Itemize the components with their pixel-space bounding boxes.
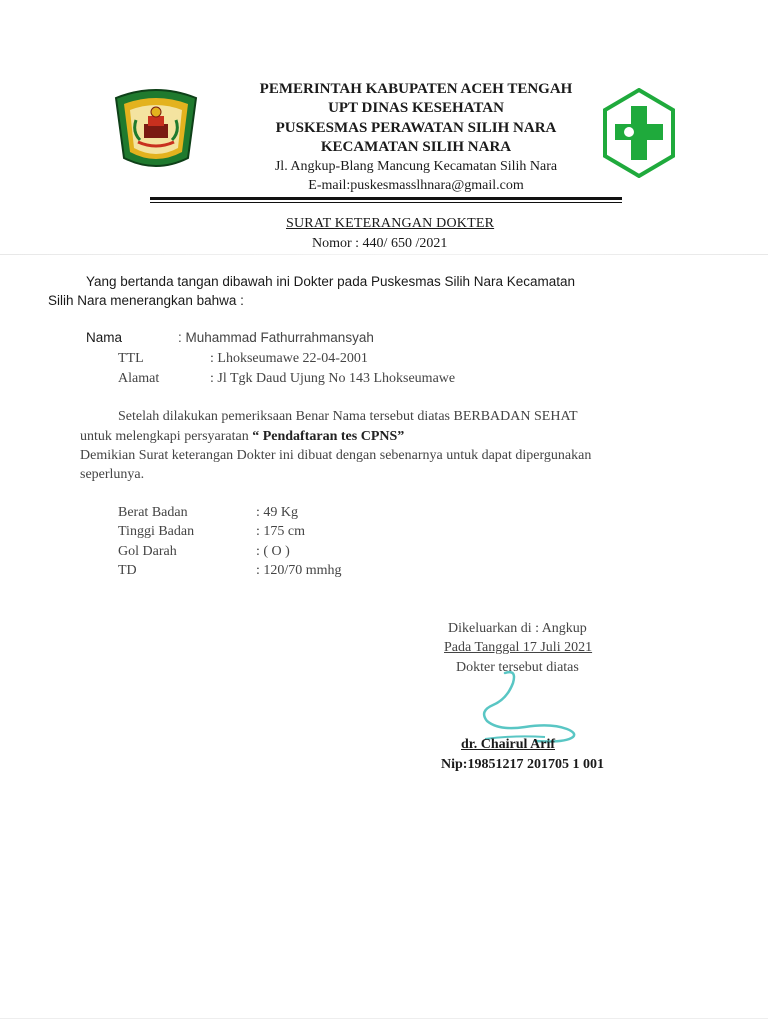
document-number xyxy=(312,236,447,252)
body-line-2-text: untuk melengkapi persyaratan xyxy=(80,429,253,444)
doctor-role: Dokter tersebut diatas xyxy=(456,660,579,675)
tinggi-badan-value: : 175 cm xyxy=(256,524,305,539)
alamat-value: : Jl Tgk Daud Ujung No 143 Lhokseumawe xyxy=(210,371,456,386)
header-divider-thick xyxy=(150,197,622,200)
document-title: SURAT KETERANGAN DOKTER xyxy=(286,216,495,231)
berat-badan-label: Berat Badan xyxy=(118,505,188,520)
tinggi-badan-label: Tinggi Badan xyxy=(118,524,195,539)
doctor-nip: Nip:19851217 201705 1 001 xyxy=(441,757,604,772)
page-fold-line xyxy=(0,254,768,255)
body-line-3: Demikian Surat keterangan Dokter ini dibuat dengan sebenarnya untuk dapat dipergunakan xyxy=(80,448,592,463)
header-upt: UPT DINAS KESEHATAN xyxy=(328,100,504,116)
header-address: Jl. Angkup-Blang Mancung Kecamatan Silih Nara xyxy=(274,159,558,174)
doctor-name: dr. Chairul Arif xyxy=(461,737,555,752)
issued-place: Dikeluarkan di : Angkup xyxy=(448,621,587,636)
number-value: : 440/ 650 /2021 xyxy=(355,236,448,251)
berat-badan-value: : 49 Kg xyxy=(256,505,298,520)
header-divider-thin xyxy=(150,202,622,203)
td-value: : 120/70 mmhg xyxy=(256,563,342,578)
ttl-value: : Lhokseumawe 22-04-2001 xyxy=(210,351,368,366)
gol-darah-value: : ( O ) xyxy=(256,544,290,559)
td-label: TD xyxy=(118,563,137,578)
intro-line-1: Yang bertanda tangan dibawah ini Dokter pada Puskesmas Silih Nara Kecamatan xyxy=(86,274,576,289)
header-puskesmas: PUSKESMAS PERAWATAN SILIH NARA xyxy=(275,120,557,136)
nama-value: : Muhammad Fathurrahmansyah xyxy=(178,330,374,345)
body-line-1: Setelah dilakukan pemeriksaan Benar Nama tersebut diatas BERBADAN SEHAT xyxy=(118,409,578,424)
nama-label: Nama xyxy=(86,330,123,345)
page-bottom-edge xyxy=(0,1018,768,1019)
issued-date: Pada Tanggal 17 Juli 2021 xyxy=(444,640,593,655)
ttl-label: TTL xyxy=(118,351,144,366)
number-prefix: Nomor xyxy=(312,236,352,251)
intro-line-2: Silih Nara menerangkan bahwa : xyxy=(48,293,244,308)
header-email: E-mail:puskesmasslhnara@gmail.com xyxy=(308,178,524,193)
gol-darah-label: Gol Darah xyxy=(118,544,177,559)
alamat-label: Alamat xyxy=(118,371,160,386)
cpns-purpose: “ Pendaftaran tes CPNS” xyxy=(252,429,405,444)
header-government: PEMERINTAH KABUPATEN ACEH TENGAH xyxy=(259,81,573,97)
body-line-4: seperlunya. xyxy=(80,467,145,482)
header-kecamatan: KECAMATAN SILIH NARA xyxy=(320,139,512,155)
body-line-2 xyxy=(80,429,404,445)
